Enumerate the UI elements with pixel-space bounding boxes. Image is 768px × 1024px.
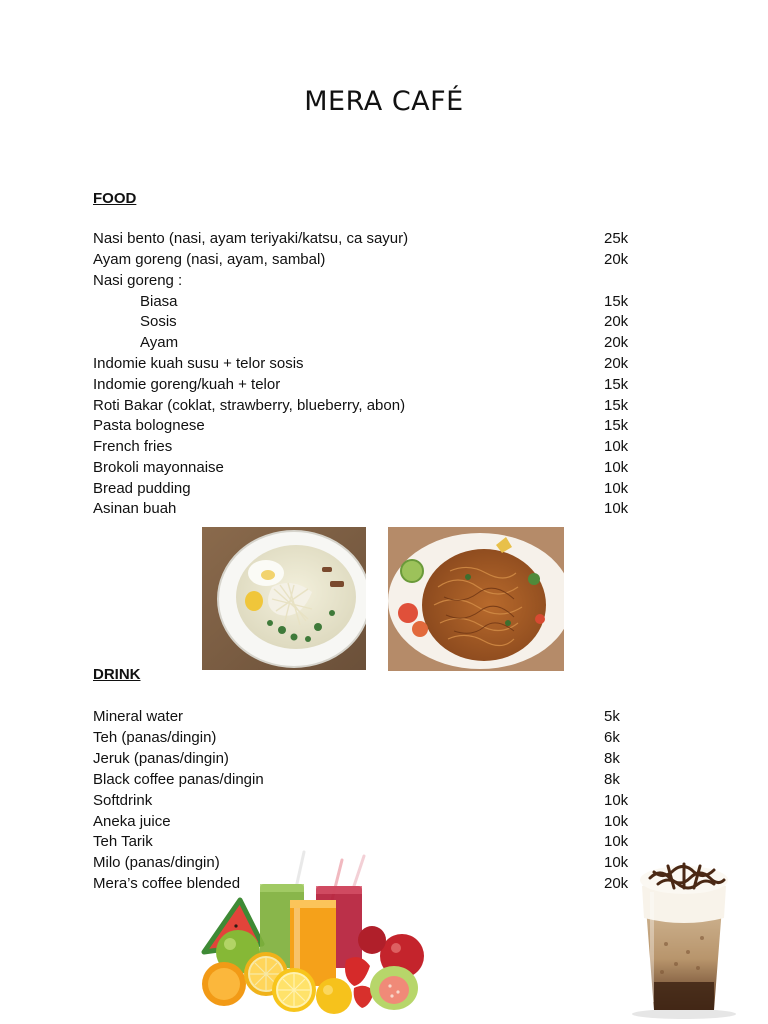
item-price: 8k	[604, 771, 620, 788]
item-price: 20k	[604, 875, 629, 892]
item-name: Nasi goreng :	[93, 272, 183, 289]
item-price: 10k	[604, 438, 629, 455]
item-price: 20k	[604, 251, 629, 268]
item-name: Sosis	[140, 313, 177, 330]
menu-item	[93, 811, 653, 832]
item-price: 10k	[604, 500, 629, 517]
menu-item	[93, 270, 653, 291]
item-name: Mineral water	[93, 708, 184, 725]
item-price: 25k	[604, 230, 629, 247]
item-name: Indomie goreng/kuah + telor	[93, 376, 281, 393]
item-price: 10k	[604, 813, 629, 830]
item-price: 5k	[604, 708, 620, 725]
item-price: 15k	[604, 397, 629, 414]
item-price: 20k	[604, 355, 629, 372]
indomie-soup-photo	[202, 527, 366, 670]
item-name: French fries	[93, 438, 173, 455]
item-name: Aneka juice	[93, 813, 171, 830]
menu-item	[93, 374, 653, 395]
menu-item	[93, 457, 653, 478]
fried-noodles-photo	[388, 527, 564, 671]
item-name: Biasa	[140, 293, 178, 310]
item-name: Mera’s coffee blended	[93, 875, 241, 892]
menu-item	[93, 769, 653, 790]
item-name: Teh (panas/dingin)	[93, 729, 217, 746]
menu-item	[93, 436, 653, 457]
food-section-heading: FOOD	[93, 190, 137, 207]
menu-item	[93, 353, 653, 374]
item-price: 10k	[604, 833, 629, 850]
item-name: Asinan buah	[93, 500, 177, 517]
item-name: Milo (panas/dingin)	[93, 854, 220, 871]
coffee-blended-illustration	[628, 852, 740, 1020]
page-title: MERA CAFÉ	[304, 86, 464, 117]
item-name: Bread pudding	[93, 480, 191, 497]
item-price: 10k	[604, 480, 629, 497]
menu-item	[93, 415, 653, 436]
item-name: Roti Bakar (coklat, strawberry, blueberry, abon)	[93, 397, 406, 414]
item-name: Brokoli mayonnaise	[93, 459, 224, 476]
menu-item	[93, 790, 653, 811]
item-price: 10k	[604, 792, 629, 809]
item-name: Jeruk (panas/dingin)	[93, 750, 229, 767]
menu-subitem	[93, 311, 653, 332]
menu-item	[93, 478, 653, 499]
item-name: Nasi bento (nasi, ayam teriyaki/katsu, ca sayur)	[93, 230, 409, 247]
item-price: 8k	[604, 750, 620, 767]
item-price: 20k	[604, 313, 629, 330]
item-name: Softdrink	[93, 792, 153, 809]
item-name: Indomie kuah susu + telor sosis	[93, 355, 304, 372]
item-name: Ayam	[140, 334, 179, 351]
menu-item	[93, 228, 653, 249]
item-price: 10k	[604, 854, 629, 871]
menu-subitem	[93, 291, 653, 312]
item-name: Pasta bolognese	[93, 417, 205, 434]
menu-item	[93, 727, 653, 748]
menu-subitem	[93, 332, 653, 353]
item-price: 15k	[604, 376, 629, 393]
item-name: Black coffee panas/dingin	[93, 771, 264, 788]
menu-item	[93, 249, 653, 270]
menu-item	[93, 395, 653, 416]
menu-item	[93, 748, 653, 769]
drink-section-heading: DRINK	[93, 666, 141, 683]
menu-item	[93, 852, 653, 873]
menu-item	[93, 498, 653, 519]
item-price: 20k	[604, 334, 629, 351]
item-name: Ayam goreng (nasi, ayam, sambal)	[93, 251, 326, 268]
menu-item	[93, 873, 653, 894]
item-price: 15k	[604, 417, 629, 434]
item-price: 10k	[604, 459, 629, 476]
item-price: 15k	[604, 293, 629, 310]
menu-item	[93, 706, 653, 727]
item-price: 6k	[604, 729, 620, 746]
item-name: Teh Tarik	[93, 833, 153, 850]
